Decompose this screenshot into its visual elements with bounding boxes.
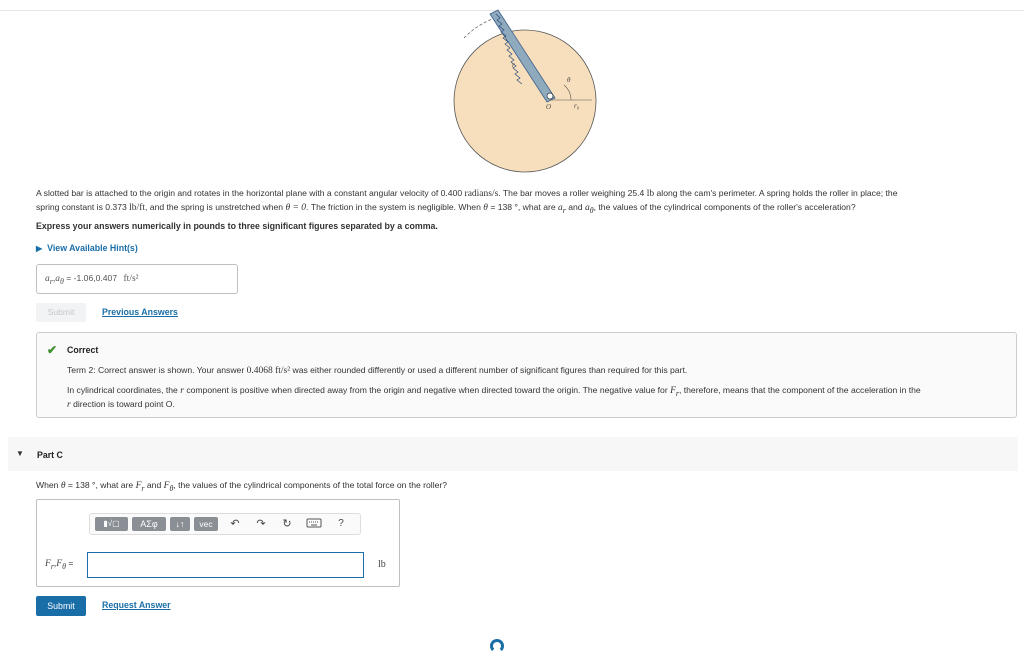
keyboard-icon-graphic — [306, 517, 322, 529]
arc-dashed — [464, 18, 495, 38]
answer-display — [36, 264, 238, 294]
answer-editor — [36, 499, 400, 587]
problem-text: . The friction in the system is negligible. When — [306, 202, 481, 212]
checkmark-icon: ✔ — [47, 343, 58, 357]
caret-right-icon: ▶ — [36, 244, 43, 253]
math-theta: θ — [483, 203, 488, 213]
label-r0: r₀ — [574, 102, 580, 110]
label-origin: O — [546, 103, 552, 111]
submit-button-disabled: Submit — [36, 303, 86, 322]
unit-lb: lb — [646, 189, 655, 199]
part-label: Part C — [37, 450, 63, 460]
loading-spinner-icon — [490, 639, 504, 653]
label-r: r — [512, 61, 515, 69]
label-theta: θ — [567, 76, 571, 84]
problem-text: A slotted bar is attached to the origin and rotates in the horizontal plane with a constant angular velocity of 0.400 — [36, 188, 463, 198]
caret-down-icon: ▼ — [16, 449, 24, 458]
answer-unit: ft/s² — [123, 274, 139, 284]
subscript-superscript-button[interactable]: ↓↑ — [170, 517, 190, 531]
math-theta-zero: θ = 0 — [285, 203, 307, 213]
hint-label: View Available Hint(s) — [47, 243, 138, 253]
cam-diagram — [450, 8, 610, 180]
problem-text: spring constant is 0.373 — [36, 202, 127, 212]
undo-icon[interactable]: ↶ — [230, 518, 240, 530]
templates-button[interactable]: ▮√▢ — [95, 517, 128, 531]
math-atheta: $a_\theta$ — [584, 203, 594, 215]
previous-answers-link[interactable]: Previous Answers — [102, 307, 178, 317]
answer-label: $a_r,a_\theta$ — [45, 274, 64, 286]
unit-radians: radians/s — [464, 189, 499, 199]
instruction-text: Express your answers numerically in pounds to three significant figures separated by a comma. — [36, 221, 438, 231]
problem-text: along the cam's perimeter. A spring holds the roller in place; the — [656, 188, 898, 198]
reset-icon[interactable]: ↻ — [282, 518, 292, 530]
answer-equals: = — [63, 273, 74, 283]
feedback-value: 0.4068 ft/s² — [246, 366, 291, 376]
feedback-term2: Term 2: Correct answer is shown. Your answer 0.4068 ft/s² was either rounded differently or used a different number of significant figures than required for this part. — [67, 365, 688, 376]
greek-symbols-button[interactable]: ΑΣφ — [132, 517, 166, 531]
submit-button[interactable]: Submit — [36, 596, 86, 616]
keyboard-icon[interactable] — [305, 517, 323, 531]
part-c-header[interactable] — [8, 437, 1018, 471]
input-label: $F_r,F_\theta$ = — [45, 558, 74, 571]
feedback-explanation: In cylindrical coordinates, the r component is positive when directed away from the origin and negative when directed toward the origin. The negative value for $F_r$, therefore, means that the component of the acceleration in the r direction is toward point O. — [67, 385, 921, 410]
feedback-panel — [36, 332, 1017, 418]
answer-input[interactable] — [87, 552, 364, 578]
request-answer-link[interactable]: Request Answer — [102, 600, 171, 610]
view-hints-link[interactable] — [36, 243, 138, 253]
math-toolbar — [89, 513, 361, 535]
part-c-question: When θ = 138 °, what are $F_r$ and $F_\theta$, the values of the cylindrical components of the total force on the roller? — [36, 480, 448, 493]
problem-text: = 138 °, what are — [490, 202, 556, 212]
answer-value: -1.06,0.407 — [73, 273, 118, 283]
redo-icon[interactable]: ↷ — [256, 518, 266, 530]
problem-text: and — [568, 202, 583, 212]
problem-statement — [36, 187, 1016, 217]
unit-label: lb — [378, 559, 386, 570]
help-button[interactable]: ? — [338, 518, 344, 529]
feedback-title: Correct — [67, 345, 99, 355]
problem-text: . The bar moves a roller weighing 25.4 — [498, 188, 645, 198]
unit-lbft: lb/ft — [129, 203, 146, 213]
math-ar: $a_r$ — [558, 203, 566, 215]
problem-text: , the values of the cylindrical components of the roller's acceleration? — [593, 202, 856, 212]
problem-text: , and the spring is unstretched when — [145, 202, 284, 212]
roller — [547, 93, 553, 99]
vector-button[interactable]: vec — [194, 517, 218, 531]
